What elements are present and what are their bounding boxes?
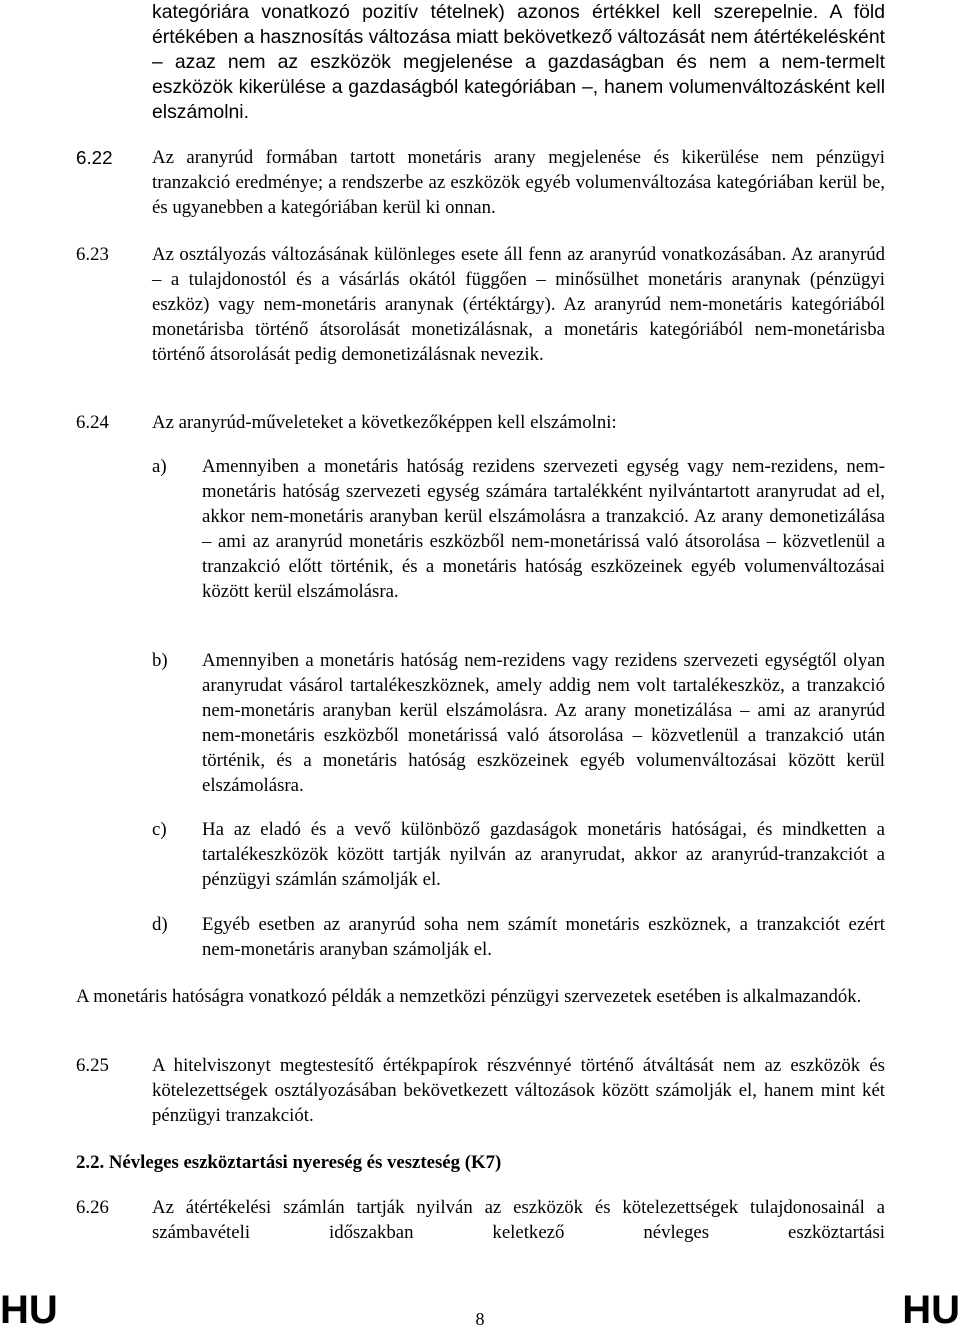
list-item-label-d: d) — [152, 914, 168, 935]
section-heading: 2.2. Névleges eszköztartási nyereség és veszteség (K7) — [76, 1152, 502, 1173]
paragraph-6-24: Az aranyrúd-műveleteket a következőképpen kell elszámolni: — [152, 412, 617, 433]
list-item-label-c: c) — [152, 819, 167, 840]
footer-country-right: HU — [902, 1288, 960, 1332]
footer-country-left: HU — [0, 1288, 58, 1332]
paragraph-number-6-22: 6.22 — [76, 147, 113, 168]
list-item-label-a: a) — [152, 456, 167, 477]
paragraph-6-23: Az osztályozás változásának különleges esete áll fenn az aranyrúd vonatkozásában. Az aranyrúd – a tulajdonostól és a vásárlás okától függően – minősülhet monetáris aranynak (pénzügyi eszköz) vagy nem-monetáris aranynak (értéktárgy). Az aranyrúd nem-monetáris kategóriából monetárisba történő átsorolását monetizálásnak, a monetáris kategóriából nem-monetárisba történő átsorolását pedig demonetizálásnak nevezik. — [152, 244, 885, 365]
paragraph-6-25: A hitelviszonyt megtestesítő értékpapírok részvénnyé történő átváltását nem az eszközök és kötelezettségek osztályozásában bekövetkezett változások között számolják el, hanem mint két pénzügyi tranzakciót. — [152, 1055, 885, 1126]
paragraph-6-22: Az aranyrúd formában tartott monetáris arany megjelenése és kikerülése nem pénzügyi tranzakció eredménye; a rendszerbe az eszközök egyéb volumenváltozása kategóriában kerül be, és ugyanebben a kategóriában kerül ki onnan. — [152, 147, 885, 218]
paragraph-number-6-23: 6.23 — [76, 244, 109, 265]
paragraph-number-6-25: 6.25 — [76, 1055, 109, 1076]
note-paragraph: A monetáris hatóságra vonatkozó példák a nemzetközi pénzügyi szervezetek esetében is alkalmazandók. — [76, 986, 862, 1007]
list-item-c: Ha az eladó és a vevő különböző gazdaságok monetáris hatóságai, és mindketten a tartalékeszközök között tartják nyilván az aranyrudat, akkor az aranyrúd-tranzakciót a pénzügyi számlán számolják el. — [202, 819, 885, 890]
paragraph-number-6-24: 6.24 — [76, 412, 109, 433]
list-item-b: Amennyiben a monetáris hatóság nem-rezidens vagy rezidens szervezeti egységtől olyan aranyrudat vásárol tartalékeszköznek, amely addig nem volt tartalékeszköz, a tranzakció nem-monetáris aranyban kerül elszámolásra. Az arany monetizálása – ami az aranyrúd nem-monetáris eszközből monetárissá való átsorolása – közvetlenül a tranzakció után történik, és a monetáris hatóság eszközeinek egyéb volumenváltozásai között kerül elszámolásra. — [202, 650, 885, 796]
continued-paragraph: kategóriára vonatkozó pozitív tételnek) azonos értékkel kell szerepelnie. A föld értékében a hasznosítás változása miatt bekövetkező változását nem átértékelésként – azaz nem az eszközök megjelenése a gazdaságban és nem a nem-termelt eszközök kikerülése a gazdaságból kategóriában –, hanem volumenváltozásként kell elszámolni. — [152, 1, 885, 123]
list-item-d: Egyéb esetben az aranyrúd soha nem számít monetáris eszköznek, a tranzakciót ezért nem-monetáris aranyban számolják el. — [202, 914, 885, 960]
page-number: 8 — [475, 1309, 485, 1329]
paragraph-number-6-26: 6.26 — [76, 1197, 109, 1218]
list-item-label-b: b) — [152, 650, 168, 671]
paragraph-6-26: Az átértékelési számlán tartják nyilván az eszközök és kötelezettségek tulajdonosainál a számbavételi időszakban keletkező névleges eszköztartási — [152, 1197, 885, 1243]
list-item-a: Amennyiben a monetáris hatóság rezidens szervezeti egység vagy nem-rezidens, nem-monetáris hatóság szervezeti egység számára tartalékként nyilvántartott aranyrudat ad el, akkor nem-monetáris aranyban kerül elszámolásra a tranzakció. Az arany demonetizálása – ami az aranyrúd monetáris eszközből nem-monetárissá való átsorolása – közvetlenül a tranzakció előtt történik, és a monetáris hatóság eszközeinek egyéb volumenváltozásai között kerül elszámolásra. — [202, 456, 885, 602]
